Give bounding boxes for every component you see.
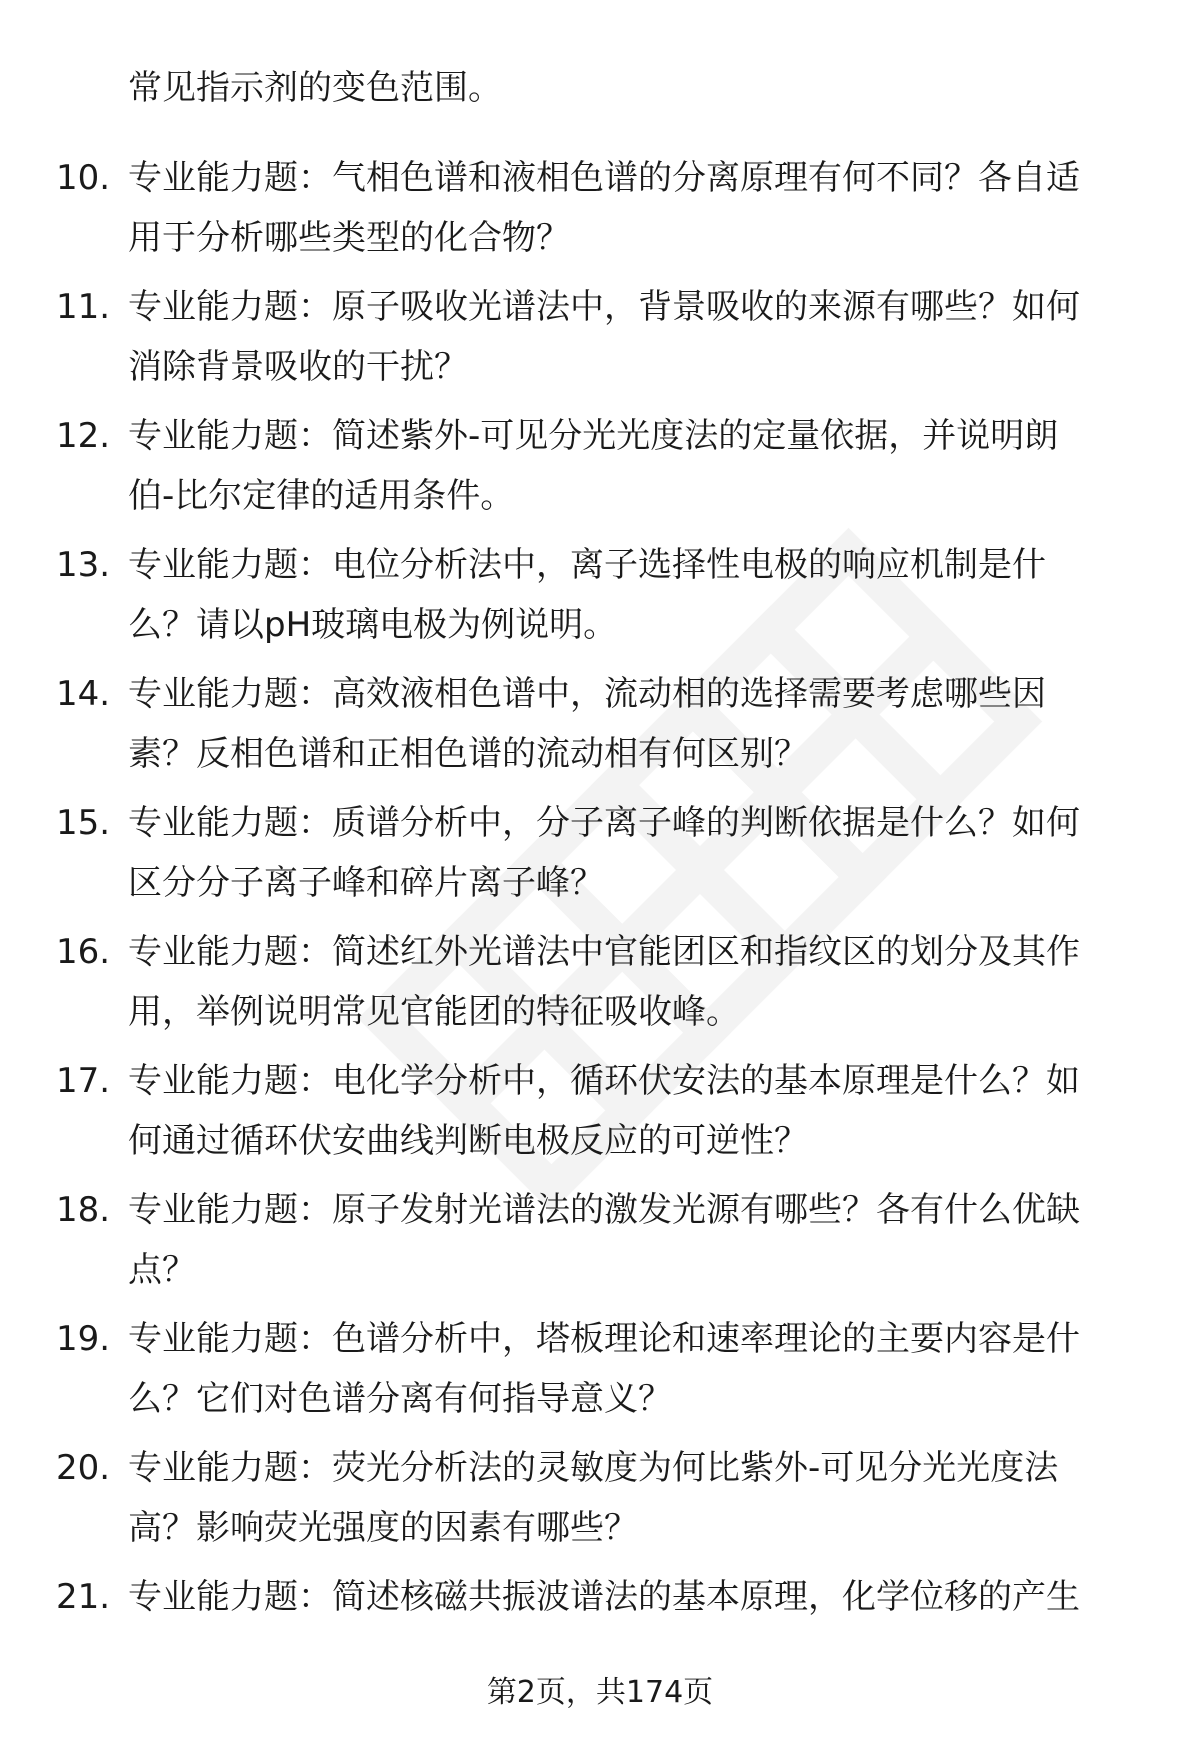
page-footer: 第2页，共174页 [486, 1675, 714, 1710]
question-number: 21. [56, 1577, 111, 1617]
question-text [128, 793, 1148, 913]
question-item [0, 148, 1200, 277]
question-text [128, 1051, 1148, 1171]
question-line: 消除背景吸收的干扰？ [128, 347, 468, 387]
question-number: 19. [56, 1319, 111, 1359]
question-line: 专业能力题：电位分析法中，离子选择性电极的响应机制是什 [128, 545, 1046, 585]
continuation-text: 常见指示剂的变色范围。 [128, 68, 502, 108]
question-number: 15. [56, 803, 111, 843]
question-text [128, 664, 1148, 784]
question-item [0, 793, 1200, 922]
question-line: 专业能力题：简述核磁共振波谱法的基本原理，化学位移的产生 [128, 1577, 1080, 1617]
question-item [0, 664, 1200, 793]
question-item [0, 535, 1200, 664]
question-item [0, 1438, 1200, 1567]
question-number: 13. [56, 545, 111, 585]
question-text [128, 1180, 1148, 1300]
question-number: 12. [56, 416, 111, 456]
question-line: 素？反相色谱和正相色谱的流动相有何区别？ [128, 734, 808, 774]
question-text [128, 1567, 1148, 1627]
question-list [0, 148, 1200, 1696]
question-text [128, 148, 1148, 268]
question-line: 专业能力题：电化学分析中，循环伏安法的基本原理是什么？如 [128, 1061, 1080, 1101]
question-number: 18. [56, 1190, 111, 1230]
question-line: 专业能力题：气相色谱和液相色谱的分离原理有何不同？各自适 [128, 158, 1080, 198]
question-line: 专业能力题：原子发射光谱法的激发光源有哪些？各有什么优缺 [128, 1190, 1080, 1230]
question-line: 么？请以pH玻璃电极为例说明。 [128, 605, 618, 645]
question-item [0, 406, 1200, 535]
question-line: 专业能力题：质谱分析中，分子离子峰的判断依据是什么？如何 [128, 803, 1080, 843]
question-line: 何通过循环伏安曲线判断电极反应的可逆性？ [128, 1121, 808, 1161]
question-item [0, 922, 1200, 1051]
question-line: 么？它们对色谱分离有何指导意义？ [128, 1379, 672, 1419]
question-number: 11. [56, 287, 111, 327]
question-item [0, 1309, 1200, 1438]
question-number: 20. [56, 1448, 111, 1488]
question-text [128, 922, 1148, 1042]
question-number: 16. [56, 932, 111, 972]
question-line: 专业能力题：高效液相色谱中，流动相的选择需要考虑哪些因 [128, 674, 1046, 714]
question-line: 专业能力题：简述红外光谱法中官能团区和指纹区的划分及其作 [128, 932, 1080, 972]
question-line: 专业能力题：色谱分析中，塔板理论和速率理论的主要内容是什 [128, 1319, 1080, 1359]
question-line: 点？ [128, 1250, 196, 1290]
question-item [0, 277, 1200, 406]
question-item [0, 1180, 1200, 1309]
question-item [0, 1051, 1200, 1180]
question-text [128, 277, 1148, 397]
question-line: 专业能力题：荧光分析法的灵敏度为何比紫外-可见分光光度法 [128, 1448, 1059, 1488]
question-line: 用，举例说明常见官能团的特征吸收峰。 [128, 992, 740, 1032]
question-number: 10. [56, 158, 111, 198]
question-number: 17. [56, 1061, 111, 1101]
question-line: 用于分析哪些类型的化合物？ [128, 218, 570, 258]
question-text [128, 535, 1148, 655]
question-text [128, 406, 1148, 526]
question-line: 区分分子离子峰和碎片离子峰？ [128, 863, 604, 903]
question-line: 专业能力题：原子吸收光谱法中，背景吸收的来源有哪些？如何 [128, 287, 1080, 327]
question-text [128, 1309, 1148, 1429]
question-text [128, 1438, 1148, 1558]
question-line: 高？影响荧光强度的因素有哪些？ [128, 1508, 638, 1548]
question-line: 专业能力题：简述紫外-可见分光光度法的定量依据，并说明朗 [128, 416, 1059, 456]
question-line: 伯-比尔定律的适用条件。 [128, 476, 515, 516]
question-number: 14. [56, 674, 111, 714]
